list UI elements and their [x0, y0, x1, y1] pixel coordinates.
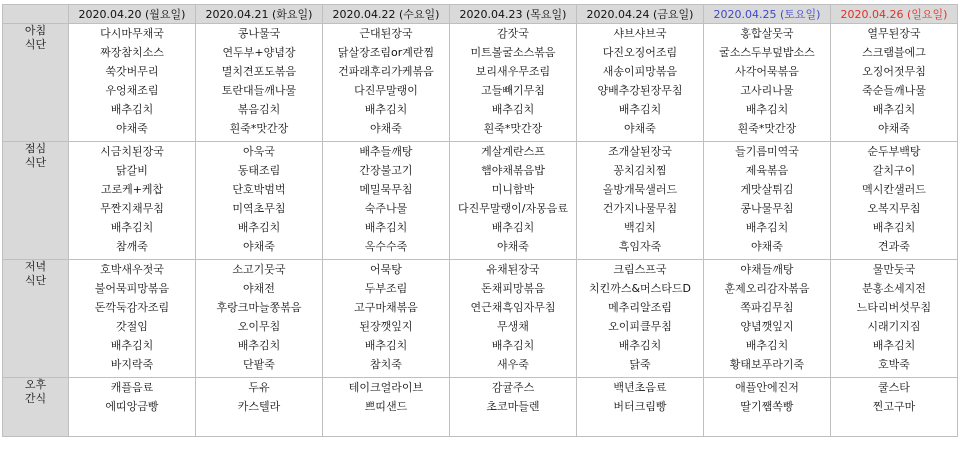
date-header-wed: 2020.04.22 (수요일) — [323, 5, 450, 24]
menu-item: 오이피클무침 — [608, 320, 672, 333]
menu-item: 꽁치김치찜 — [613, 164, 667, 177]
menu-item: 열무된장국 — [867, 27, 921, 40]
menu-item: 야채들깨탕 — [740, 263, 794, 276]
menu-item: 시래기지짐 — [867, 320, 921, 333]
menu-item: 치킨까스&머스타드D — [588, 282, 692, 295]
menu-item: 쪽파김무침 — [740, 301, 794, 314]
menu-cell-breakfast-day5 — [577, 24, 704, 142]
menu-item: 콩나물무침 — [740, 202, 794, 215]
menu-item: 느타리버섯무침 — [856, 301, 932, 314]
menu-item: 쿨스타 — [878, 381, 910, 394]
meal-label-snack — [3, 378, 69, 437]
menu-cell-snack-day2 — [196, 378, 323, 437]
menu-cell-snack-day3 — [323, 378, 450, 437]
menu-item: 황태보푸라기죽 — [729, 358, 805, 371]
menu-item: 배추김치 — [110, 339, 154, 352]
menu-cell-breakfast-day1 — [69, 24, 196, 142]
menu-item: 배추김치 — [618, 339, 662, 352]
menu-item: 흰죽*맛간장 — [229, 122, 289, 135]
menu-item: 옥수수죽 — [364, 240, 408, 253]
menu-item: 두유 — [248, 381, 270, 394]
menu-cell-dinner-day4 — [450, 260, 577, 378]
menu-item: 야채죽 — [116, 122, 148, 135]
menu-item: 볶음김치 — [237, 103, 281, 116]
meal-row-dinner — [3, 260, 958, 378]
menu-item: 배추김치 — [872, 221, 916, 234]
date-header-fri: 2020.04.24 (금요일) — [577, 5, 704, 24]
menu-item: 조개살된장국 — [608, 145, 672, 158]
menu-item: 보리새우무조림 — [475, 65, 551, 78]
menu-item: 카스텔라 — [237, 400, 281, 413]
menu-item: 근대된장국 — [359, 27, 413, 40]
menu-item: 흰죽*맛간장 — [737, 122, 797, 135]
menu-cell-dinner-day2 — [196, 260, 323, 378]
menu-item: 훈제오리감자볶음 — [724, 282, 810, 295]
menu-item: 멸치견포도볶음 — [221, 65, 297, 78]
menu-item: 다진무말랭이 — [354, 84, 418, 97]
menu-item: 아욱국 — [243, 145, 275, 158]
menu-cell-dinner-day6 — [704, 260, 831, 378]
menu-item: 유채된장국 — [486, 263, 540, 276]
menu-item: 딸기쨈쏙빵 — [740, 400, 794, 413]
menu-item: 찐고구마 — [872, 400, 916, 413]
menu-item: 다시마무채국 — [100, 27, 164, 40]
weekly-meal-table — [2, 4, 958, 437]
menu-cell-lunch-day4 — [450, 142, 577, 260]
menu-item: 야채죽 — [624, 122, 656, 135]
menu-item: 갓절임 — [116, 320, 148, 333]
menu-item: 죽순들깨나물 — [862, 84, 926, 97]
menu-item: 야채죽 — [751, 240, 783, 253]
menu-cell-breakfast-day7 — [831, 24, 958, 142]
menu-item: 야채죽 — [878, 122, 910, 135]
menu-item: 오징어젓무침 — [862, 65, 926, 78]
menu-item: 배추김치 — [745, 103, 789, 116]
menu-item: 양배추강된장무침 — [597, 84, 683, 97]
menu-item: 미니함박 — [491, 183, 535, 196]
meal-label-lunch — [3, 142, 69, 260]
menu-item: 햄야채볶음밥 — [481, 164, 545, 177]
menu-item: 스크램블에그 — [862, 46, 926, 59]
menu-cell-breakfast-day3 — [323, 24, 450, 142]
meal-plan-container — [2, 4, 962, 437]
menu-item: 단팥죽 — [243, 358, 275, 371]
menu-item: 갈치구이 — [872, 164, 916, 177]
menu-cell-snack-day7 — [831, 378, 958, 437]
menu-cell-lunch-day5 — [577, 142, 704, 260]
menu-item: 애플안에진저 — [735, 381, 799, 394]
menu-item: 새송이피망볶음 — [602, 65, 678, 78]
menu-cell-dinner-day1 — [69, 260, 196, 378]
menu-item: 닭죽 — [629, 358, 651, 371]
menu-item: 짜장참치소스 — [100, 46, 164, 59]
menu-item: 야채전 — [243, 282, 275, 295]
menu-item: 야채죽 — [243, 240, 275, 253]
menu-item: 메추리알조림 — [608, 301, 672, 314]
menu-item: 고구마채볶음 — [354, 301, 418, 314]
menu-cell-snack-day5 — [577, 378, 704, 437]
menu-item: 굴소스두부덮밥소스 — [719, 46, 815, 59]
menu-item: 견과죽 — [878, 240, 910, 253]
meal-label-line: 간식 — [24, 392, 47, 405]
menu-item: 닭갈비 — [116, 164, 148, 177]
menu-item: 에띠앙금빵 — [105, 400, 159, 413]
menu-item: 배추김치 — [237, 221, 281, 234]
menu-item: 후랑크마늘쫑볶음 — [216, 301, 302, 314]
menu-item: 멕시칸샐러드 — [862, 183, 926, 196]
menu-cell-snack-day4 — [450, 378, 577, 437]
meal-label-line: 오후 — [24, 378, 47, 391]
menu-item: 참깨죽 — [116, 240, 148, 253]
menu-item: 돈채피망볶음 — [481, 282, 545, 295]
menu-item: 들기름미역국 — [735, 145, 799, 158]
menu-cell-breakfast-day2 — [196, 24, 323, 142]
menu-item: 배추김치 — [491, 339, 535, 352]
menu-item: 단호박범벅 — [232, 183, 286, 196]
menu-item: 배추김치 — [872, 103, 916, 116]
menu-item: 오이무침 — [237, 320, 281, 333]
menu-item: 홍합살뭇국 — [740, 27, 794, 40]
meal-row-snack — [3, 378, 958, 437]
menu-item: 버터크림빵 — [613, 400, 667, 413]
meal-label-line: 저녁 — [24, 260, 47, 273]
date-header-row — [3, 5, 958, 24]
menu-item: 게살계란스프 — [481, 145, 545, 158]
menu-item: 바지락죽 — [110, 358, 154, 371]
menu-item: 사각어묵볶음 — [735, 65, 799, 78]
menu-item: 물만둣국 — [872, 263, 916, 276]
menu-item: 흰죽*맛간장 — [483, 122, 543, 135]
menu-item: 호박죽 — [878, 358, 910, 371]
menu-item: 호박새우젓국 — [100, 263, 164, 276]
menu-item: 연근채흑임자무침 — [470, 301, 556, 314]
menu-item: 배추김치 — [618, 103, 662, 116]
menu-item: 우엉채조림 — [105, 84, 159, 97]
menu-item: 제육볶음 — [745, 164, 789, 177]
menu-item: 배추들깨탕 — [359, 145, 413, 158]
menu-item: 두부조림 — [364, 282, 408, 295]
menu-cell-lunch-day2 — [196, 142, 323, 260]
menu-item: 양념깻잎지 — [740, 320, 794, 333]
date-header-sun: 2020.04.26 (일요일) — [831, 5, 958, 24]
meal-label-line: 식단 — [24, 38, 47, 51]
menu-item: 캐플음료 — [110, 381, 154, 394]
meal-label-line: 점심 — [24, 142, 47, 155]
menu-item: 불어묵피망볶음 — [94, 282, 170, 295]
date-header-mon: 2020.04.20 (월요일) — [69, 5, 196, 24]
menu-item: 무짠지채무침 — [100, 202, 164, 215]
menu-cell-lunch-day7 — [831, 142, 958, 260]
menu-item: 미트볼굴소스볶음 — [470, 46, 556, 59]
menu-cell-breakfast-day6 — [704, 24, 831, 142]
menu-item: 샤브샤브국 — [613, 27, 667, 40]
menu-item: 배추김치 — [364, 221, 408, 234]
menu-item: 배추김치 — [237, 339, 281, 352]
menu-item: 배추김치 — [491, 221, 535, 234]
menu-item: 테이크얼라이브 — [348, 381, 424, 394]
menu-item: 닭살장조림or계란찜 — [337, 46, 435, 59]
menu-item: 야채죽 — [497, 240, 529, 253]
corner-cell — [3, 5, 69, 24]
menu-item: 오복지무침 — [867, 202, 921, 215]
menu-item: 배추김치 — [110, 221, 154, 234]
menu-item: 된장깻잎지 — [359, 320, 413, 333]
menu-item: 무생채 — [497, 320, 529, 333]
menu-item: 미역초무침 — [232, 202, 286, 215]
menu-cell-lunch-day6 — [704, 142, 831, 260]
menu-item: 야채죽 — [370, 122, 402, 135]
menu-item: 백년초음료 — [613, 381, 667, 394]
menu-item: 새우죽 — [497, 358, 529, 371]
menu-item: 다진오징어조림 — [602, 46, 678, 59]
menu-item: 배추김치 — [491, 103, 535, 116]
menu-item: 간장불고기 — [359, 164, 413, 177]
menu-item: 건가지나물무침 — [602, 202, 678, 215]
menu-item: 게맛살튀김 — [740, 183, 794, 196]
menu-item: 고들빼기무침 — [481, 84, 545, 97]
menu-item: 시금치된장국 — [100, 145, 164, 158]
menu-cell-breakfast-day4 — [450, 24, 577, 142]
menu-item: 어묵탕 — [370, 263, 402, 276]
menu-item: 배추김치 — [872, 339, 916, 352]
menu-cell-lunch-day3 — [323, 142, 450, 260]
menu-item: 배추김치 — [364, 339, 408, 352]
menu-item: 배추김치 — [364, 103, 408, 116]
menu-item: 다진무말랭이/자몽음료 — [458, 202, 568, 215]
menu-item: 순두부백탕 — [867, 145, 921, 158]
menu-cell-dinner-day3 — [323, 260, 450, 378]
menu-item: 쁘띠샌드 — [364, 400, 408, 413]
menu-cell-dinner-day7 — [831, 260, 958, 378]
menu-item: 올방개묵샐러드 — [602, 183, 678, 196]
menu-item: 건파래후리가케볶음 — [338, 65, 434, 78]
menu-item: 배추김치 — [745, 339, 789, 352]
menu-item: 쑥갓버무리 — [105, 65, 159, 78]
menu-item: 고로케+케찹 — [100, 183, 164, 196]
menu-cell-dinner-day5 — [577, 260, 704, 378]
menu-item: 소고기뭇국 — [232, 263, 286, 276]
menu-item: 초코마들렌 — [486, 400, 540, 413]
meal-label-breakfast — [3, 24, 69, 142]
meal-row-lunch — [3, 142, 958, 260]
menu-item: 돈깍둑감자조림 — [94, 301, 170, 314]
menu-item: 배추김치 — [745, 221, 789, 234]
menu-item: 동태조림 — [237, 164, 281, 177]
meal-row-breakfast — [3, 24, 958, 142]
menu-item: 고사리나물 — [740, 84, 794, 97]
menu-item: 메밀묵무침 — [359, 183, 413, 196]
menu-item: 흑임자죽 — [618, 240, 662, 253]
date-header-tue: 2020.04.21 (화요일) — [196, 5, 323, 24]
meal-label-dinner — [3, 260, 69, 378]
menu-cell-lunch-day1 — [69, 142, 196, 260]
date-header-sat: 2020.04.25 (토요일) — [704, 5, 831, 24]
date-header-thu: 2020.04.23 (목요일) — [450, 5, 577, 24]
meal-label-line: 식단 — [24, 156, 47, 169]
menu-item: 숙주나물 — [364, 202, 408, 215]
menu-item: 감귤주스 — [491, 381, 535, 394]
menu-item: 감잣국 — [497, 27, 529, 40]
menu-item: 배추김치 — [110, 103, 154, 116]
menu-item: 토란대들깨나물 — [221, 84, 297, 97]
meal-label-line: 식단 — [24, 274, 47, 287]
menu-item: 크림스프국 — [613, 263, 667, 276]
menu-item: 분홍소세지전 — [862, 282, 926, 295]
menu-item: 콩나물국 — [237, 27, 281, 40]
menu-item: 참치죽 — [370, 358, 402, 371]
menu-item: 연두부+양념장 — [222, 46, 296, 59]
menu-cell-snack-day6 — [704, 378, 831, 437]
menu-item: 백김치 — [624, 221, 656, 234]
menu-cell-snack-day1 — [69, 378, 196, 437]
meal-label-line: 아침 — [24, 24, 47, 37]
